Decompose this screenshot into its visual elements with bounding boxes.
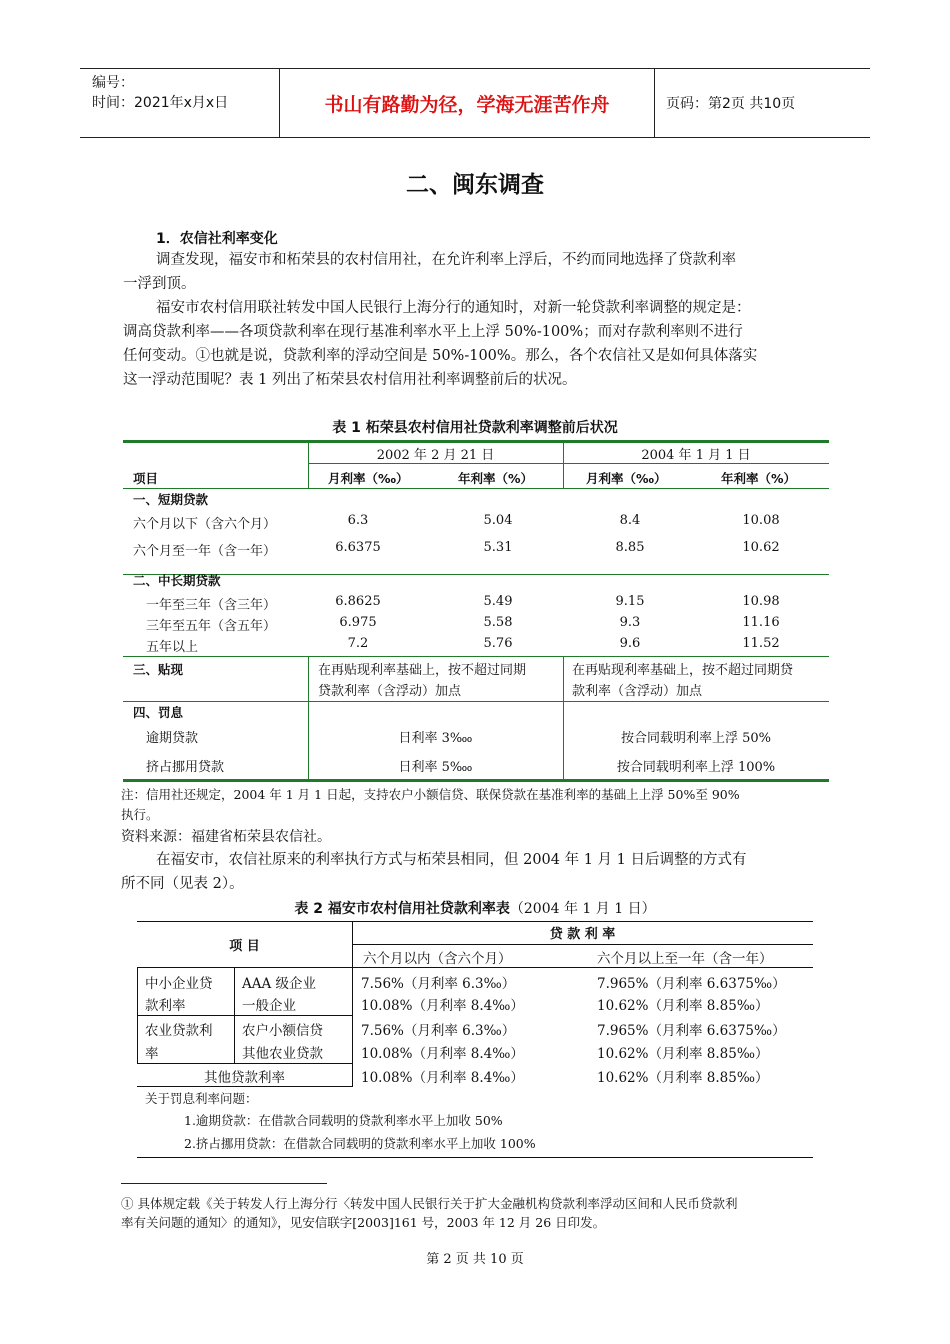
table1-row-label: 逾期贷款 — [146, 731, 199, 746]
table1-discount-a-line2: 贷款利率（含浮动）加点 — [318, 684, 462, 699]
paragraph-3-line-2: 所不同（见表 2）。 — [121, 876, 244, 892]
table2-penalty-title: 关于罚息利率问题： — [145, 1091, 258, 1106]
table1-section-long: 二、中长期贷款 — [133, 573, 221, 588]
table2-cell: 7.56%（月利率 6.3‰） — [361, 1023, 516, 1039]
subsection-title: 1．农信社利率变化 — [156, 231, 278, 247]
table1-row-label: 六个月以下（含六个月） — [133, 517, 277, 532]
table2-penalty-item: 2.挤占挪用贷款：在借款合同载明的贷款利率水平上加收 100% — [184, 1136, 536, 1151]
table2-cell: 10.62%（月利率 8.85‰） — [597, 1070, 769, 1086]
table1-cell: 5.76 — [483, 636, 513, 651]
header-number: 编号： — [92, 75, 134, 91]
paragraph-1-line-2: 一浮到顶。 — [123, 276, 196, 292]
table2-cell: 10.62%（月利率 8.85‰） — [597, 998, 769, 1014]
table1-cell: 11.16 — [742, 615, 780, 630]
table2-group2-label: 农业贷款利 — [145, 1023, 213, 1039]
header-meta — [80, 69, 280, 137]
table1-cell: 5.49 — [483, 594, 513, 609]
table1-note-line1: 注：信用社还规定，2004 年 1 月 1 日起，支持农户小额信贷、联保贷款在基准利率的基础上上浮 50%至 90% — [121, 787, 740, 802]
table2-cell: 10.62%（月利率 8.85‰） — [597, 1046, 769, 1062]
table1-date-a: 2002 年 2 月 21 日 — [376, 448, 495, 463]
page-header — [80, 68, 870, 138]
table2-caption-date: （2004 年 1 月 1 日） — [509, 901, 656, 917]
table1-note-line2: 执行。 — [121, 807, 159, 822]
header-page-info: 页码：第2页 共10页 — [666, 96, 796, 112]
table1-cell: 8.85 — [615, 540, 645, 555]
paragraph-2-line-1: 福安市农村信用联社转发中国人民银行上海分行的通知时，对新一轮贷款利率调整的规定是： — [156, 300, 751, 316]
table1-cell: 按合同载明利率上浮 50% — [620, 731, 772, 746]
table2-cell: 10.08%（月利率 8.4‰） — [361, 998, 524, 1014]
table1-section-penalty: 四、罚息 — [133, 705, 184, 720]
table2-row-label: 其他农业贷款 — [242, 1046, 323, 1062]
table1-cell: 8.4 — [619, 513, 641, 528]
table2-group2-label: 率 — [145, 1046, 159, 1062]
table2-cell: 10.08%（月利率 8.4‰） — [361, 1046, 524, 1062]
header-motto: 书山有路勤为径，学海无涯苦作舟 — [280, 69, 655, 137]
table2-group1-label: 款利率 — [145, 998, 186, 1014]
table1-row-label: 一年至三年（含三年） — [146, 598, 277, 613]
table1-row-label: 五年以上 — [146, 640, 199, 655]
table1-col-item: 项目 — [133, 471, 159, 486]
table1-row-label: 三年至五年（含五年） — [146, 619, 277, 634]
table2-cell: 7.965%（月利率 6.6375‰） — [597, 976, 786, 992]
table1-cell: 10.98 — [742, 594, 780, 609]
table1-cell: 5.31 — [483, 540, 513, 555]
table1-cell: 日利率 3‱ — [398, 731, 473, 746]
page-footer: 第 2 页 共 10 页 — [426, 1252, 524, 1267]
table1-col-month-b: 月利率（‰） — [586, 471, 667, 486]
paragraph-2-line-3: 任何变动。①也就是说，贷款利率的浮动空间是 50%-100%。那么，各个农信社又是如何具体落实 — [123, 348, 758, 364]
table1-cell: 6.8625 — [335, 594, 381, 609]
table1-date-b: 2004 年 1 月 1 日 — [641, 448, 751, 463]
table2-cell: 10.08%（月利率 8.4‰） — [361, 1070, 524, 1086]
header-date: 时间：2021年x月x日 — [92, 95, 229, 111]
table1-cell: 5.58 — [483, 615, 513, 630]
table2-cell: 7.56%（月利率 6.3‰） — [361, 976, 516, 992]
table2-group1-label: 中小企业贷 — [145, 976, 213, 992]
table1-cell: 6.975 — [339, 615, 377, 630]
table1-cell: 7.2 — [347, 636, 369, 651]
table1-discount-b-line1: 在再贴现利率基础上，按不超过同期贷 — [572, 663, 794, 678]
table2-caption — [0, 898, 950, 918]
table1-cell: 按合同载明利率上浮 100% — [616, 760, 776, 775]
table1-discount-b-line2: 款利率（含浮动）加点 — [572, 684, 703, 699]
paragraph-2-line-2: 调高贷款利率——各项贷款利率在现行基准利率水平上上浮 50%-100%；而对存款利率则不进行 — [123, 324, 743, 340]
table2-penalty-item: 1.逾期贷款：在借款合同载明的贷款利率水平上加收 50% — [184, 1113, 503, 1128]
table1-cell: 9.3 — [619, 615, 641, 630]
table1-cell: 9.6 — [619, 636, 641, 651]
footnote-line1: ① 具体规定载《关于转发人行上海分行〈转发中国人民银行关于扩大金融机构贷款利率浮动区间和人民币贷款利 — [121, 1196, 738, 1211]
table1-caption: 表 1 柘荣县农村信用社贷款利率调整前后状况 — [332, 420, 618, 436]
table1 — [123, 440, 829, 785]
table2-row-label: AAA 级企业 — [242, 976, 317, 992]
table1-cell: 6.6375 — [335, 540, 381, 555]
table1-cell: 10.62 — [742, 540, 780, 555]
table1-discount-a-line1: 在再贴现利率基础上，按不超过同期 — [318, 663, 527, 678]
table1-cell: 11.52 — [742, 636, 780, 651]
table1-row-label: 六个月至一年（含一年） — [133, 544, 277, 559]
table1-source: 资料来源：福建省柘荣县农信社。 — [121, 829, 331, 845]
table1-cell: 日利率 5‱ — [398, 760, 473, 775]
table1-section-discount: 三、贴现 — [133, 662, 184, 677]
table2-row-label: 一般企业 — [242, 998, 296, 1014]
table1-cell: 6.3 — [347, 513, 369, 528]
table2-other-label: 其他贷款利率 — [204, 1070, 285, 1086]
table2-caption-title: 表 2 福安市农村信用社贷款利率表 — [294, 901, 510, 917]
paragraph-3-line-1: 在福安市，农信社原来的利率执行方式与柘荣县相同，但 2004 年 1 月 1 日后调整的方式有 — [156, 852, 747, 868]
table2-col-b: 六个月以上至一年（含一年） — [597, 951, 773, 967]
table2-col-item: 项 目 — [229, 939, 260, 954]
table1-col-month-a: 月利率（‰） — [328, 471, 409, 486]
table2-col-rate: 贷 款 利 率 — [549, 927, 616, 942]
table2-row-label: 农户小额信贷 — [242, 1023, 323, 1039]
table1-row-label: 挤占挪用贷款 — [146, 760, 225, 775]
table1-cell: 10.08 — [742, 513, 780, 528]
table2 — [137, 921, 813, 1161]
footnote-rule — [121, 1183, 327, 1184]
table2-col-a: 六个月以内（含六个月） — [363, 951, 512, 967]
table1-cell: 5.04 — [483, 513, 513, 528]
footnote-line2: 率有关问题的通知〉的通知》，见安信联字[2003]161 号，2003 年 12 月 26 日印发。 — [121, 1215, 606, 1230]
table2-cell: 7.965%（月利率 6.6375‰） — [597, 1023, 786, 1039]
paragraph-1-line-1: 调查发现，福安市和柘荣县的农村信用社，在允许利率上浮后，不约而同地选择了贷款利率 — [156, 252, 736, 268]
table1-col-year-b: 年利率（%） — [721, 471, 797, 486]
table1-col-year-a: 年利率（%） — [458, 471, 534, 486]
paragraph-2-line-4: 这一浮动范围呢？表 1 列出了柘荣县农村信用社利率调整前后的状况。 — [123, 372, 577, 388]
table1-section-short: 一、短期贷款 — [133, 492, 209, 507]
table1-cell: 9.15 — [615, 594, 645, 609]
section-title: 二、闽东调查 — [406, 172, 544, 198]
